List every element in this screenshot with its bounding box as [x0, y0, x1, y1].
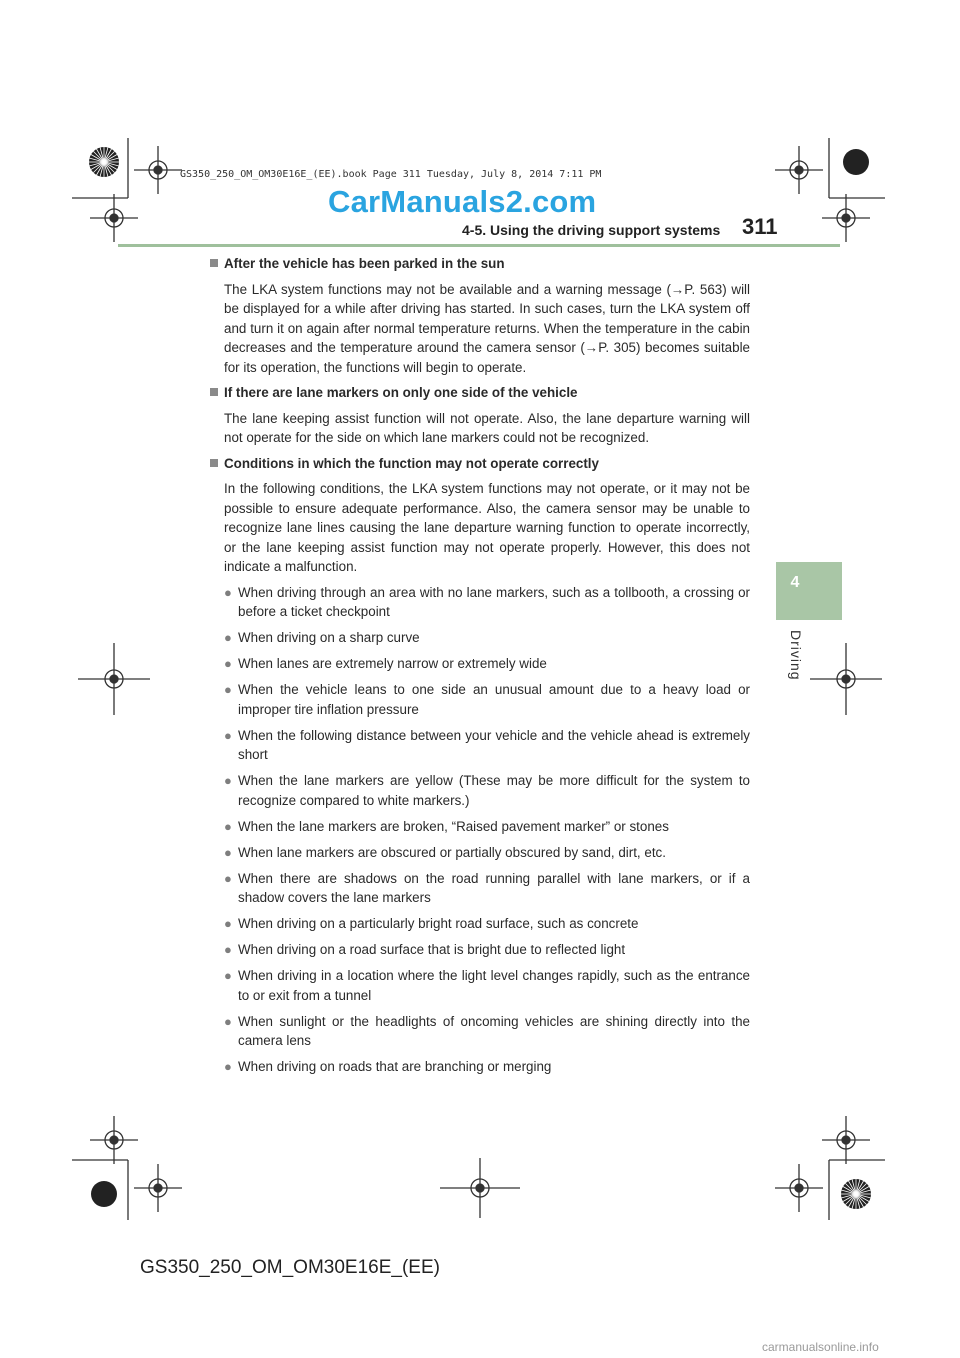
section-title: 4-5. Using the driving support systems: [462, 222, 721, 238]
page-content: [210, 254, 750, 1083]
list-item: [224, 914, 750, 934]
section-heading: [210, 254, 750, 274]
section-parked-in-sun: [210, 254, 750, 377]
list-item: [224, 817, 750, 837]
book-file-info: GS350_250_OM_OM30E16E_(EE).book Page 311 Tuesday, July 8, 2014 7:11 PM: [180, 169, 602, 180]
section-heading-text: If there are lane markers on only one side of the vehicle: [224, 385, 578, 400]
list-item: [224, 843, 750, 863]
list-item: [224, 1057, 750, 1077]
bullet-dot-icon: ●: [224, 630, 232, 645]
list-item: [224, 654, 750, 674]
bullet-dot-icon: ●: [224, 1059, 232, 1074]
bullet-dot-icon: ●: [224, 968, 232, 983]
list-item-text: When driving on roads that are branching or merging: [238, 1059, 552, 1074]
section-paragraph: In the following conditions, the LKA system functions may not operate, or it may not be possible to ensure adequate performance. Also, the camera sensor may be unable to recognize lane lines causing the lane departure warning function to operate incorrectly, or the lane keeping assist function may not operate properly. However, this does not indicate a malfunction.: [224, 481, 750, 574]
bullet-dot-icon: ●: [224, 682, 232, 697]
list-item: [224, 869, 750, 908]
list-item-text: When the following distance between your vehicle and the vehicle ahead is extremely short: [238, 727, 750, 762]
list-item-text: When driving on a sharp curve: [238, 630, 420, 645]
bullet-dot-icon: ●: [224, 1013, 232, 1029]
list-item-text: When driving on a road surface that is bright due to reflected light: [238, 942, 626, 957]
bullet-dot-icon: ●: [224, 942, 232, 957]
bullet-dot-icon: ●: [224, 870, 232, 886]
list-item-text: When lane markers are obscured or partially obscured by sand, dirt, etc.: [238, 844, 666, 860]
header-rule: [118, 244, 840, 247]
section-one-side-markers: [210, 383, 750, 448]
list-item: [224, 966, 750, 1005]
section-paragraph: The LKA system functions may not be available and a warning message (→P. 563) will be displayed for a while after driving has started. In such cases, turn the LKA system off and turn it on again after normal temperature returns. When the temperature in the cabin decreases and the temperature around the camera sensor (→P. 305) becomes suitable for its operation, the functions will begin to operate.: [224, 281, 750, 375]
list-item: [224, 628, 750, 648]
bullet-dot-icon: ●: [224, 584, 232, 600]
chapter-label: Driving: [788, 630, 804, 681]
watermark-logo: CarManuals2.com: [328, 184, 597, 219]
list-item: [224, 1012, 750, 1051]
chapter-number: 4: [790, 574, 800, 591]
list-item-text: When the vehicle leans to one side an unusual amount due to a heavy load or improper tire inflation pressure: [238, 682, 750, 717]
section-heading-text: After the vehicle has been parked in the sun: [224, 256, 505, 271]
bullet-dot-icon: ●: [224, 818, 232, 834]
footer-site-watermark: carmanualsonline.info: [762, 1340, 879, 1354]
bullet-dot-icon: ●: [224, 844, 232, 860]
square-bullet-icon: [210, 259, 218, 267]
list-item-text: When driving in a location where the light level changes rapidly, such as the entrance to or exit from a tunnel: [238, 968, 750, 1003]
list-item: [224, 771, 750, 810]
conditions-list: [210, 583, 750, 1077]
bullet-dot-icon: ●: [224, 916, 232, 931]
page-number: 311: [742, 214, 778, 239]
bullet-dot-icon: ●: [224, 773, 232, 788]
section-heading: [210, 383, 750, 403]
list-item: [224, 583, 750, 622]
section-heading-text: Conditions in which the function may not operate correctly: [224, 455, 599, 471]
list-item-text: When sunlight or the headlights of oncoming vehicles are shining directly into the camera lens: [238, 1013, 750, 1048]
list-item: [224, 680, 750, 719]
bullet-dot-icon: ●: [224, 656, 232, 671]
list-item-text: When the lane markers are yellow (These may be more difficult for the system to recognize compared to white markers.): [238, 773, 750, 808]
section-heading: [210, 454, 750, 474]
section-paragraph: The lane keeping assist function will not operate. Also, the lane departure warning will not operate for the side on which lane markers could not be recognized.: [224, 410, 750, 445]
square-bullet-icon: [210, 459, 218, 467]
bullet-dot-icon: ●: [224, 727, 232, 743]
footer-document-code: GS350_250_OM_OM30E16E_(EE): [140, 1257, 440, 1278]
list-item-text: When lanes are extremely narrow or extremely wide: [238, 656, 547, 671]
square-bullet-icon: [210, 388, 218, 396]
list-item-text: When there are shadows on the road running parallel with lane markers, or if a shadow covers the lane markers: [238, 870, 750, 905]
section-conditions: [210, 454, 750, 1077]
list-item: [224, 726, 750, 765]
list-item-text: When driving on a particularly bright road surface, such as concrete: [238, 916, 639, 931]
list-item-text: When the lane markers are broken, “Raised pavement marker” or stones: [238, 818, 669, 834]
list-item: [224, 940, 750, 960]
list-item-text: When driving through an area with no lane markers, such as a tollbooth, a crossing or before a ticket checkpoint: [238, 584, 750, 619]
